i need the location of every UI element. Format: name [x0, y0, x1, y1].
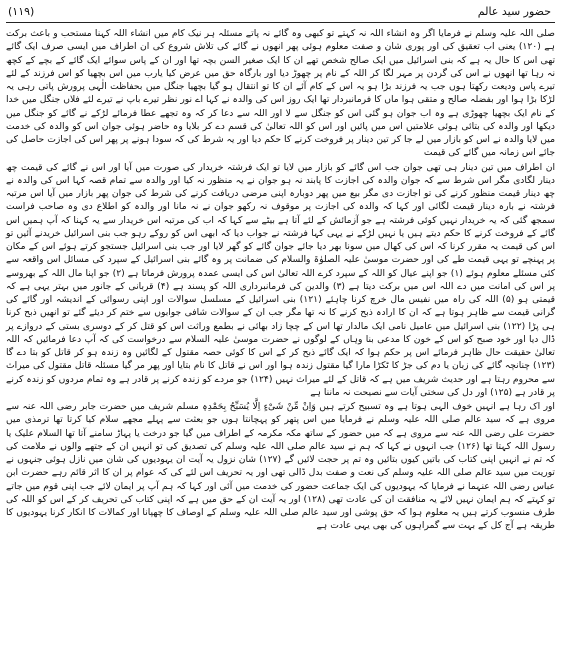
- header-divider: [6, 22, 555, 23]
- page-number: (۱۱۹): [8, 5, 35, 18]
- commentary-body: [6, 27, 555, 533]
- running-title: حضور سید عالم: [477, 5, 551, 18]
- paragraph: ان اطراف میں تین دینار ہی تھی جوان جب اس گائے کو بازار میں لایا تو ایک فرشتہ خریدار کی صورت میں آیا اور اس نے گائے کی قیمت چھ دینار لگادی مگر اس شرط سے کہ جوان والدہ کی اجازت کا پابند نہ ہو جوان نے یہ منظور نہ کیا اور والدہ سے تمام قصہ کہا اس کی والدہ نے چھ دینار قیمت منظور کرنے کی تو اجازت دی مگر بیع میں پھر دوبارہ اپنی مرضی دریافت کرنے کی شرط کی جوان پھر بازار میں آیا اس مرتبہ فرشتہ نے بارہ دینار قیمت لگائی اور کہا کہ والدہ کی اجازت پر موقوف نہ رکھو جوان نے نہ مانا اور والدہ کو اطلاع دی وہ صاحب فراست سمجھ گئی کہ یہ خریدار نہیں کوئی فرشتہ ہے جو آزمائش کے لئے آتا ہے بیٹے سے کہا کہ اب کی مرتبہ اس خریدار سے یہ کہنا کہ آپ ہمیں اس گائے کے فروخت کرنے کا حکم دیتے ہیں یا نہیں لڑکے نے یہی کہا فرشتہ نے جواب دیا کہ ابھی اس کو روکے رہو جب بنی اسرائیل خریدنے آئیں تو اس کی قیمت یہ مقرر کرنا کہ اس کی کھال میں سونا بھر دیا جائے جوان گائے کو گھر لایا اور جب بنی اسرائیل جستجو کرتے ہوئے اس کے مکان پر پہنچے تو یہی قیمت طے کی اور حضرت موسیٰ علیہ الصلوٰۃ والسلام کی ضمانت پر وہ گائے بنی اسرائیل کے سپرد کی مسائل اس واقعہ سے کئی مسئلے معلوم ہوئے (۱) جو اپنے عیال کو اللہ کے سپرد کرے اللہ تعالیٰ اس کی ایسی عمدہ پرورش فرماتا ہے (۲) جو اپنا مال اللہ کے بھروسے پر اس کی امانت میں دے اللہ اس میں برکت دیتا ہے (۳) والدین کی فرمانبرداری اللہ کو پسند ہے (۴) قربانی کے جانور میں بہتر یہی ہے کہ قیمتی ہو (۵) اللہ کی راہ میں نفیس مال خرچ کرنا چاہئے (۱۲۱) بنی اسرائیل کے مسلسل سوالات اور اپنی رسوائی کے اندیشہ اور گائے کی گرانی قیمت سے ظاہر ہوتا ہے کہ ان کا ارادہ ذبح کرنے کا نہ تھا مگر جب ان کے سوالات شافی جوابوں سے ختم کر دیئے گئے تو انھیں ذبح کرنا ہی پڑا (۱۲۲) بنی اسرائیل میں عامیل نامی ایک مالدار تھا اس کے چچا زاد بھائی نے بطمع وراثت اس کو قتل کر کے دوسری بستی کے دروازے پر ڈال دیا اور خود صبح کو اس کے خون کا مدعی بنا وہاں کے لوگوں نے حضرت موسیٰ علیہ السلام سے درخواست کی کہ آپ دعا فرمائیں کہ اللہ تعالیٰ حقیقت حال ظاہر فرمائے اس پر حکم ہوا کہ ایک گائے ذبح کر کے اس کا کوئی حصہ مقتول کے لگائیں وہ زندہ ہو کر قاتل کو بتا دے گا (۱۲۳) چنانچہ گائے کی زبان یا دم کی جڑ کا ٹکڑا مارا گیا مقتول زندہ ہوا اور اس نے قاتل کا نام بتایا اور پھر مر گیا مسئلہ قاتل مقتول کی میراث سے محروم رہتا ہے اور حدیث شریف میں ہے کہ قاتل کے لئے میراث نہیں (۱۲۴) جو مردے کو زندہ کرنے پر قادر ہے وہ تمام مردوں کو زندہ کرنے پر قادر ہے (۱۲۵) اور دل کی سختی آیات سے نصیحت نہ ماننا ہے: [6, 161, 556, 398]
- running-header: [6, 4, 555, 20]
- paragraph: صلی اللہ علیہ وسلم نے فرمایا اگر وہ انشاء اللہ نہ کہتے تو کبھی وہ گائے نہ پاتے مسئلہ ہر نیک کام میں انشاء اللہ کہنا مستحب و باعث برکت ہے (۱۲۰) یعنی اب تعقیق کی اور پوری شان و صفت معلوم ہوئی پھر انھوں نے گائے کی تلاش شروع کی ان اطراف میں ایسی صرف ایک گائے تھی اس کا حال یہ ہے کہ بنی اسرائیل میں ایک صالح شخص تھے ان کا ایک صغیر السن بچہ تھا اور ان کے پاس سوائے ایک گائے کے بچے کے کچھ نہ رہا تھا انھوں نے اس کی گردن پر مہر لگا کر اللہ کے نام پر چھوڑ دیا اور بارگاہ حق میں عرض کیا یارب میں اس بچھیا کو اس فرزند کے لئے تیرے پاس ودیعت رکھتا ہوں جب یہ فرزند بڑا ہو یہ اس کے کام آئے ان کا تو انتقال ہو گیا بچھیا جنگل میں بحفاظت الٰہی پرورش پاتی رہی یہ لڑکا بڑا ہوا اور بفضلہ صالح و متقی ہوا ماں کا فرمانبردار تھا ایک روز اس کی والدہ نے کہا اے نور نظر تیرے باپ نے تیرے لئے فلاں جنگل میں خدا کے نام ایک بچھیا چھوڑی ہے وہ اب جوان ہو گئی اس کو جنگل سے لا اور اللہ سے دعا کر کہ وہ تجھے عطا فرمائے لڑکے نے گائے کو جنگل میں دیکھا اور والدہ کی بتائی ہوئی علامتیں اس میں پائیں اور اس کو اللہ تعالیٰ کی قسم دے کر بلایا وہ حاضر ہوئی جوان اس کو والدہ کی خدمت میں لایا والدہ نے اس کو بازار میں لے جا کر تین دینار پر فروخت کرنے کا حکم دیا اور یہ شرط کی کہ سودا ہونے پر پھر اس کی اجازت حاصل کی جائے اس زمانہ میں گائے کی قیمت: [6, 28, 556, 159]
- paragraph: اور اک رہا ہے انہیں خوف الہی ہوتا ہے وہ تسبیح کرتے ہیں وَاِنْ مِّنْ شَیْءٍ اِلَّا یُسَبِّحُ بِحَمْدِہٖ مسلم شریف میں حضرت جابر رضی اللہ عنہ سے مروی ہے کہ سید عالم صلی اللہ علیہ وسلم نے فرمایا میں اس پتھر کو پہچانتا ہوں جو بعثت سے پہلے مجھے سلام کیا کرتا تھا ترمذی میں حضرت علی رضی اللہ عنہ سے مروی ہے کہ میں حضور کے ساتھ مکہ مکرمہ کے اطراف میں گیا جو درخت یا پہاڑ سامنے آتا تھا السلام علیک یا رسول اللہ کہتا تھا (۱۲۶) جب انہوں نے کہا کہ ہم نے سید عالم صلی اللہ علیہ وسلم کی تصدیق کی تو انہیں ان کے جتھے والوں نے ملامت کی کہ تم نے انہیں اپنی کتاب کی باتیں کیوں بتائیں وہ تم پر حجت لائیں گے (۱۲۷) شان نزول یہ آیت ان یہودیوں کی شان میں نازل ہوئی جنہوں نے توریت میں سید عالم صلی اللہ علیہ وسلم کی نعت و صفت بدل ڈالی تھی اور یہ تحریف اس لئے کی کہ عوام پر ان کا اثر قائم رہے حضرت ابن عباس رضی اللہ عنہما نے فرمایا کہ یہودیوں کی ایک جماعت حضور کی خدمت میں آئی اور کہا کہ ہم آپ پر ایمان لائے جب اپنی قوم میں جاتے تو کہتے کہ ہم ایمان نہیں لائے یہ منافقت ان کی عادت تھی (۱۲۸) اور یہ آیت ان کے حق میں ہے کہ اپنی کتاب کی تحریف کر کے اس کو اللہ کی طرف منسوب کرتے ہیں یہ معلوم ہوا کہ حق پوشی اور سید عالم صلی اللہ علیہ وسلم کے اوصاف کا چھپانا اور کمالات کا انکار کرنا یہودیوں کا طریقہ ہے آج کل کے بہت سے گمراہوں کی بھی یہی عادت ہے: [6, 401, 555, 532]
